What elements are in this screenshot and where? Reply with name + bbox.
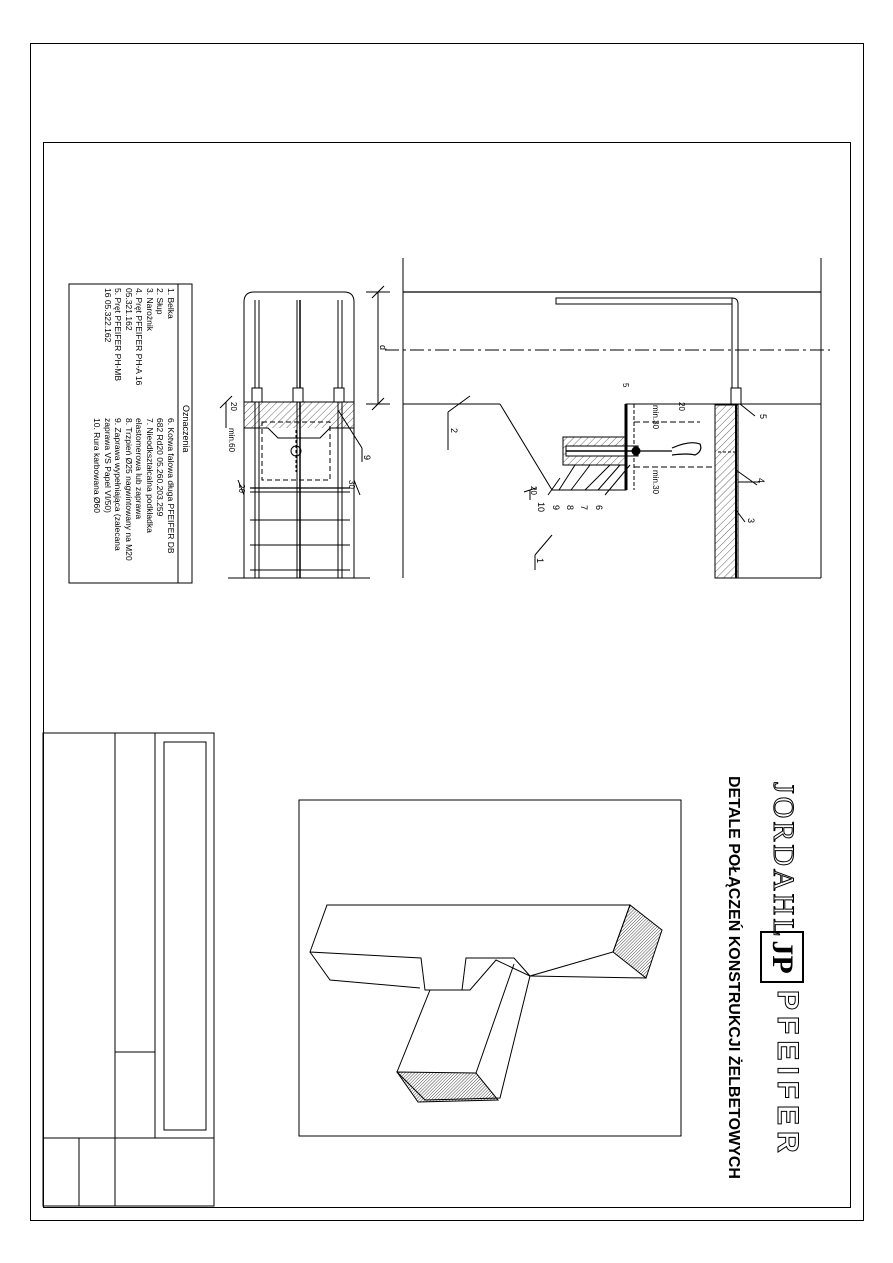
callout-7: 7: [579, 505, 589, 511]
dim-min60: min.60: [227, 428, 236, 453]
legend-column-1: [103, 288, 177, 385]
legend-item: 682 Rd20 05.260.203.259: [155, 418, 166, 517]
title-block-frame: [43, 733, 214, 1206]
legend-item: 4. Pręt PFEIFER PH-A 16: [134, 288, 145, 386]
legend-item: 3. Narożnik: [145, 288, 155, 331]
callout-4: 4: [756, 478, 766, 484]
legend-item: zaprawa VS Papel VI/50): [103, 418, 113, 513]
legend-item: 10. Rura karbowana Ø60: [92, 418, 103, 513]
legend-item: elastomerowa lub zaprawa: [134, 418, 145, 520]
callout-9: 9: [551, 505, 561, 511]
drawing-title: DETALE POŁĄCZEŃ KONSTRUKCJI ŻELBETOWYCH: [725, 776, 742, 1179]
dim-min30-top: min.30: [651, 405, 660, 430]
dim-20-corbel: 20: [529, 486, 538, 495]
dim-20-column: 20: [677, 402, 686, 411]
legend-column-2: [92, 418, 176, 561]
callout-8: 8: [565, 505, 575, 511]
dim-min30-bottom: min.30: [651, 470, 660, 495]
callout-9-section: 9: [362, 455, 372, 461]
beam-cross-section: [220, 292, 370, 578]
callout-10: 10: [536, 502, 546, 513]
legend-item: 7. Nieodkształcalna podkładka: [145, 418, 155, 533]
legend-item: 16 05.322.162: [103, 288, 113, 343]
callout-6: 6: [594, 505, 604, 511]
callout-3: 3: [746, 518, 756, 524]
dim-20-bottom: 20: [237, 484, 246, 493]
callout-1: 1: [535, 558, 545, 564]
legend-heading: Oznaczenia: [181, 405, 191, 453]
legend-item: 8. Trzpień Ø25 nagwintowany na M20: [124, 418, 134, 561]
legend-item: 1. Belka: [166, 288, 176, 319]
dim-d: d: [378, 345, 388, 351]
dim-5-left: 5: [621, 383, 630, 388]
legend-item: 2. Słup: [155, 288, 166, 315]
dim-5-right: 5: [758, 414, 768, 420]
legend-item: 5. Pręt PFEIFER PH-MB: [113, 288, 124, 382]
brand-logo-jp: JP: [760, 931, 804, 983]
callout-2: 2: [449, 428, 459, 434]
dim-20-beam: 20: [229, 402, 238, 411]
brand-logo-pfeifer: PFEIFER: [771, 990, 804, 1159]
legend-item: 9. Zaprawa wypełniająca (zalecana: [113, 418, 124, 551]
legend-item: 6. Kotwa falowa długa PFEIFER DB: [166, 418, 176, 554]
dim-30: 30: [347, 480, 356, 489]
brand-logo-jordahl: JORDAHL: [767, 782, 800, 940]
legend-item: 05.321.162: [124, 288, 134, 331]
isometric-illustration: [299, 800, 681, 1136]
